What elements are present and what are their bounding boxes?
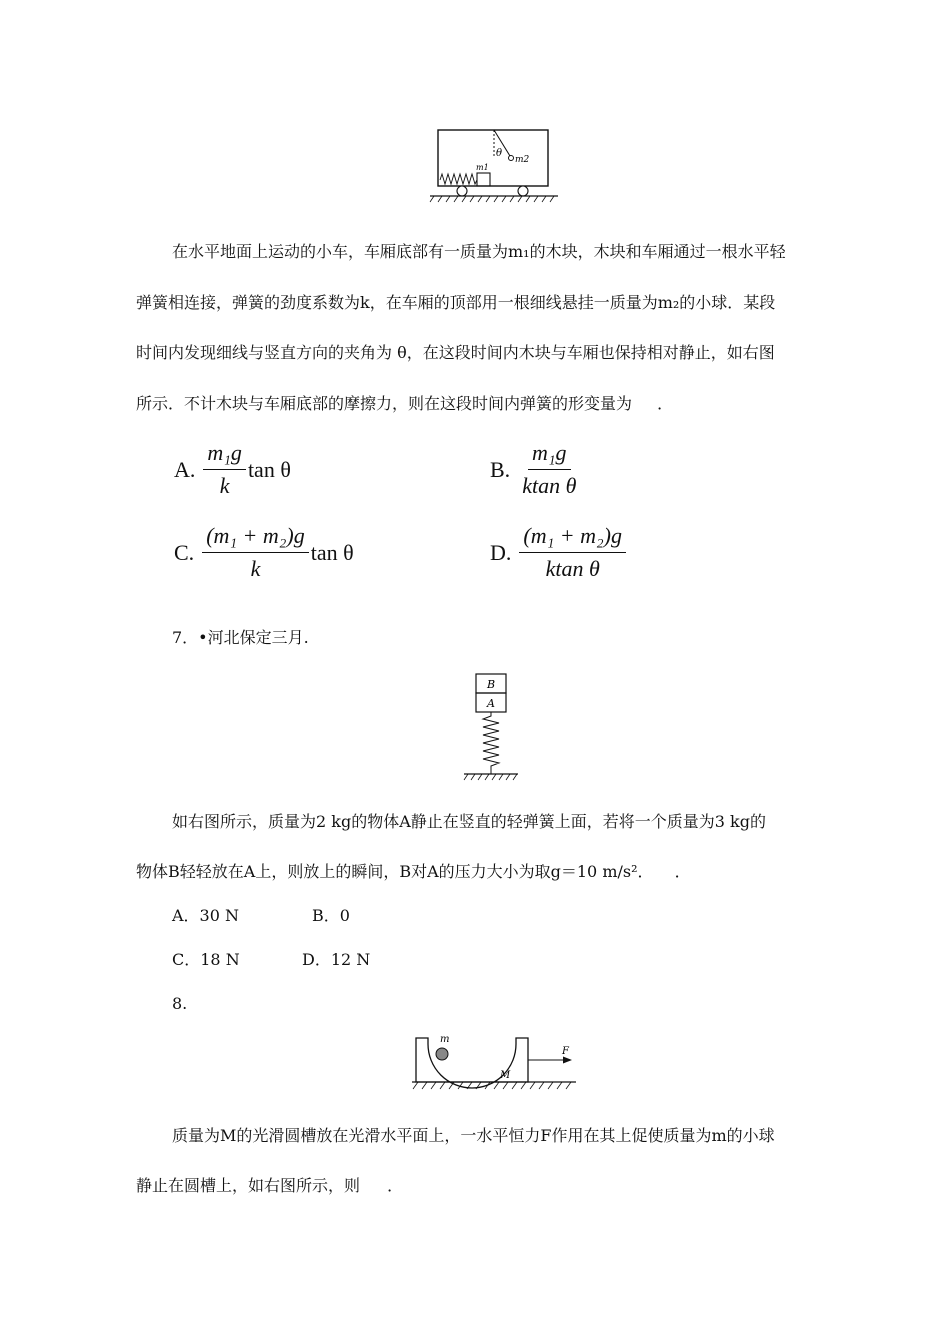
q7-line-2-end: ． (674, 862, 691, 881)
q6-option-d-numerator: (m₁ + m₂)g (519, 523, 626, 553)
q6-option-a-tail: tan θ (247, 456, 291, 482)
q6-line-1: 在水平地面上运动的小车，车厢底部有一质量为m₁的木块，木块和车厢通过一根水平轻 (172, 242, 786, 261)
q7-option-d[interactable]: D．12 N (302, 950, 371, 969)
q6-option-b-denominator: ktan θ (522, 473, 577, 498)
q6-option-b-label: B. (490, 456, 511, 482)
q8-line-2 (136, 1176, 816, 1196)
q6-line-4-text: 所示．不计木块与车厢底部的摩擦力，则在这段时间内弹簧的形变量为 (136, 394, 633, 413)
q6-line-4-end: ． (657, 394, 674, 413)
q8-line-2-text: 静止在圆槽上，如右图所示，则 (136, 1176, 361, 1195)
q6-option-d-denominator: ktan θ (545, 556, 600, 581)
q7-option-c[interactable]: C．18 N (172, 950, 240, 969)
q6-option-b-numerator: m₁g (528, 440, 571, 470)
block-b-label: B (486, 678, 496, 691)
q7-header-end: . (303, 628, 309, 647)
q8-header: 8. (172, 994, 188, 1013)
q6-option-c-label: C. (174, 539, 195, 565)
q6-line-3: 时间内发现细线与竖直方向的夹角为 θ，在这段时间内木块与车厢也保持相对静止，如右图 (136, 343, 775, 362)
spring-blocks-figure (462, 672, 520, 784)
block-mass-label: m1 (476, 163, 489, 172)
q7-line-2 (136, 862, 816, 882)
q7-option-a[interactable]: A．30 N (172, 906, 240, 925)
q6-option-b[interactable] (490, 440, 582, 499)
force-label: F (562, 1046, 569, 1057)
q7-header-text: 7．•河北保定三月 (172, 628, 304, 647)
block-a-label: A (487, 697, 495, 710)
q8-line-2-end: ． (387, 1176, 404, 1195)
q8-line-1: 质量为M的光滑圆槽放在光滑水平面上，一水平恒力F作用在其上促使质量为m的小球 (172, 1126, 775, 1145)
q6-option-c-tail: tan θ (310, 539, 354, 565)
q7-line-1: 如右图所示，质量为2 kg的物体A静止在竖直的轻弹簧上面，若将一个质量为3 kg的 (172, 812, 766, 831)
q7-option-b[interactable]: B．0 (312, 906, 350, 925)
q6-line-2: 弹簧相连接，弹簧的劲度系数为k，在车厢的顶部用一根细线悬挂一质量为m₂的小球．某段 (136, 293, 776, 312)
groove-figure (410, 1030, 578, 1092)
q7-line-2-text: 物体B轻轻放在A上，则放上的瞬间，B对A的压力大小为取g＝10 m/s²． (136, 862, 654, 881)
q6-option-a-label: A. (174, 456, 196, 482)
angle-label: θ (496, 148, 503, 159)
q6-option-a[interactable] (174, 440, 291, 499)
q7-header (172, 628, 852, 648)
q6-option-d[interactable] (490, 523, 628, 582)
q6-option-a-denominator: k (219, 473, 230, 498)
groove-label: M (500, 1070, 511, 1081)
q6-option-c-denominator: k (250, 556, 261, 581)
q6-option-a-numerator: m₁g (203, 440, 246, 470)
q6-line-4 (136, 394, 816, 414)
ball-label: m (440, 1034, 450, 1045)
q6-option-c-numerator: (m₁ + m₂)g (202, 523, 309, 553)
q6-option-c[interactable] (174, 523, 354, 582)
q6-option-d-label: D. (490, 539, 512, 565)
ball-mass-label: m2 (515, 155, 530, 165)
cart-figure (426, 128, 560, 204)
